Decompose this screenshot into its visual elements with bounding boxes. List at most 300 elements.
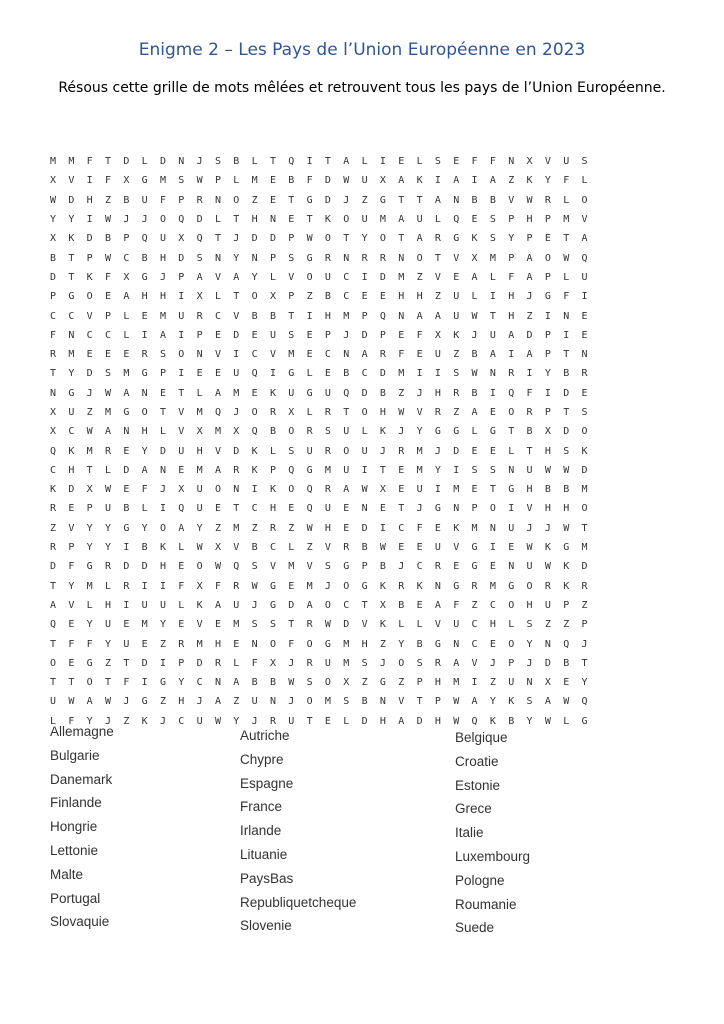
grid-cell[interactable]: W bbox=[104, 696, 112, 708]
grid-cell[interactable]: K bbox=[508, 696, 515, 708]
grid-cell[interactable]: E bbox=[123, 445, 130, 457]
grid-cell[interactable]: G bbox=[68, 291, 75, 303]
grid-cell[interactable]: A bbox=[214, 387, 221, 399]
grid-cell[interactable]: F bbox=[178, 580, 185, 592]
grid-cell[interactable]: Z bbox=[214, 522, 221, 534]
grid-cell[interactable]: K bbox=[379, 619, 386, 631]
grid-cell[interactable]: E bbox=[398, 484, 405, 496]
grid-cell[interactable]: A bbox=[471, 696, 478, 708]
grid-cell[interactable]: Y bbox=[416, 426, 423, 438]
grid-cell[interactable]: Q bbox=[581, 252, 588, 264]
grid-cell[interactable]: N bbox=[214, 194, 221, 206]
grid-cell[interactable]: M bbox=[251, 175, 258, 187]
grid-cell[interactable]: H bbox=[159, 252, 166, 264]
grid-cell[interactable]: L bbox=[288, 542, 295, 554]
grid-cell[interactable]: T bbox=[214, 233, 221, 245]
grid-cell[interactable]: S bbox=[288, 445, 295, 457]
grid-cell[interactable]: H bbox=[526, 599, 533, 611]
grid-cell[interactable]: R bbox=[581, 580, 588, 592]
grid-cell[interactable]: N bbox=[251, 638, 258, 650]
grid-cell[interactable]: O bbox=[508, 407, 515, 418]
grid-cell[interactable]: P bbox=[123, 233, 130, 245]
grid-cell[interactable]: V bbox=[178, 426, 185, 438]
grid-cell[interactable]: X bbox=[526, 156, 533, 168]
grid-cell[interactable]: U bbox=[68, 407, 75, 418]
grid-cell[interactable]: R bbox=[398, 445, 405, 457]
grid-cell[interactable]: O bbox=[581, 426, 588, 438]
grid-cell[interactable]: A bbox=[214, 599, 221, 611]
grid-cell[interactable]: Z bbox=[306, 542, 313, 554]
grid-cell[interactable]: G bbox=[379, 194, 386, 206]
grid-cell[interactable]: M bbox=[86, 580, 93, 592]
grid-cell[interactable]: E bbox=[214, 619, 221, 631]
grid-cell[interactable]: E bbox=[178, 464, 185, 476]
grid-cell[interactable]: L bbox=[434, 214, 441, 226]
grid-cell[interactable]: H bbox=[159, 561, 166, 573]
grid-cell[interactable]: H bbox=[178, 696, 185, 708]
grid-cell[interactable]: D bbox=[343, 619, 350, 631]
grid-cell[interactable]: S bbox=[416, 657, 423, 669]
grid-cell[interactable]: U bbox=[416, 214, 423, 226]
grid-cell[interactable]: V bbox=[233, 310, 240, 322]
grid-cell[interactable]: I bbox=[489, 291, 496, 303]
grid-cell[interactable]: J bbox=[159, 271, 166, 283]
grid-cell[interactable]: E bbox=[563, 677, 570, 689]
grid-cell[interactable]: T bbox=[489, 310, 496, 322]
grid-cell[interactable]: P bbox=[269, 252, 276, 264]
grid-cell[interactable]: J bbox=[489, 657, 496, 669]
grid-cell[interactable]: J bbox=[104, 715, 112, 727]
grid-cell[interactable]: A bbox=[50, 599, 57, 611]
grid-cell[interactable]: B bbox=[361, 542, 368, 554]
grid-cell[interactable]: P bbox=[104, 310, 112, 322]
grid-cell[interactable]: G bbox=[434, 638, 441, 650]
grid-cell[interactable]: K bbox=[324, 214, 331, 226]
grid-cell[interactable]: D bbox=[361, 715, 368, 727]
grid-cell[interactable]: H bbox=[489, 619, 496, 631]
grid-cell[interactable]: R bbox=[306, 619, 313, 631]
grid-cell[interactable]: F bbox=[141, 484, 148, 496]
grid-cell[interactable]: G bbox=[306, 464, 313, 476]
grid-cell[interactable]: M bbox=[453, 484, 460, 496]
grid-cell[interactable]: R bbox=[269, 715, 276, 727]
grid-cell[interactable]: R bbox=[471, 580, 478, 592]
grid-cell[interactable]: W bbox=[471, 368, 478, 380]
grid-cell[interactable]: I bbox=[379, 156, 386, 168]
grid-cell[interactable]: F bbox=[563, 175, 570, 187]
grid-cell[interactable]: O bbox=[86, 677, 93, 689]
grid-cell[interactable]: I bbox=[416, 368, 423, 380]
grid-cell[interactable]: T bbox=[361, 599, 368, 611]
grid-cell[interactable]: Y bbox=[544, 175, 551, 187]
grid-cell[interactable]: M bbox=[581, 542, 588, 554]
grid-cell[interactable]: F bbox=[159, 194, 166, 206]
grid-cell[interactable]: E bbox=[86, 349, 93, 361]
grid-cell[interactable]: U bbox=[526, 464, 533, 476]
grid-cell[interactable]: U bbox=[196, 715, 203, 727]
grid-cell[interactable]: Q bbox=[50, 445, 57, 457]
grid-cell[interactable]: E bbox=[288, 214, 295, 226]
grid-cell[interactable]: J bbox=[526, 657, 533, 669]
grid-cell[interactable]: M bbox=[159, 175, 166, 187]
grid-cell[interactable]: E bbox=[123, 484, 130, 496]
grid-cell[interactable]: I bbox=[361, 271, 368, 283]
grid-cell[interactable]: I bbox=[159, 580, 166, 592]
grid-cell[interactable]: U bbox=[196, 503, 203, 515]
grid-cell[interactable]: O bbox=[251, 291, 258, 303]
grid-cell[interactable]: Y bbox=[581, 677, 588, 689]
grid-cell[interactable]: C bbox=[269, 542, 276, 554]
grid-cell[interactable]: I bbox=[123, 599, 130, 611]
grid-cell[interactable]: O bbox=[324, 677, 331, 689]
grid-cell[interactable]: A bbox=[434, 194, 441, 206]
grid-cell[interactable]: K bbox=[526, 175, 533, 187]
grid-cell[interactable]: B bbox=[233, 156, 240, 168]
grid-cell[interactable]: R bbox=[581, 368, 588, 380]
grid-cell[interactable]: D bbox=[361, 387, 368, 399]
grid-cell[interactable]: B bbox=[123, 503, 130, 515]
grid-cell[interactable]: E bbox=[581, 387, 588, 399]
grid-cell[interactable]: E bbox=[178, 619, 185, 631]
grid-cell[interactable]: C bbox=[361, 368, 368, 380]
grid-cell[interactable]: U bbox=[50, 696, 57, 708]
grid-cell[interactable]: L bbox=[563, 271, 570, 283]
grid-cell[interactable]: X bbox=[178, 233, 185, 245]
grid-cell[interactable]: X bbox=[343, 677, 350, 689]
grid-cell[interactable]: J bbox=[416, 387, 423, 399]
grid-cell[interactable]: M bbox=[398, 368, 405, 380]
grid-cell[interactable]: I bbox=[141, 580, 148, 592]
grid-cell[interactable]: Z bbox=[453, 349, 460, 361]
grid-cell[interactable]: E bbox=[343, 503, 350, 515]
grid-cell[interactable]: E bbox=[471, 214, 478, 226]
grid-cell[interactable]: G bbox=[434, 503, 441, 515]
grid-cell[interactable]: Z bbox=[50, 522, 57, 534]
grid-cell[interactable]: F bbox=[68, 561, 75, 573]
grid-cell[interactable]: A bbox=[453, 175, 460, 187]
grid-cell[interactable]: W bbox=[563, 252, 570, 264]
grid-cell[interactable]: O bbox=[324, 233, 331, 245]
grid-cell[interactable]: P bbox=[544, 271, 551, 283]
grid-cell[interactable]: J bbox=[398, 561, 405, 573]
grid-cell[interactable]: X bbox=[471, 252, 478, 264]
grid-cell[interactable]: O bbox=[343, 214, 350, 226]
grid-cell[interactable]: R bbox=[196, 310, 203, 322]
grid-cell[interactable]: M bbox=[343, 310, 350, 322]
grid-cell[interactable]: E bbox=[306, 329, 313, 341]
grid-cell[interactable]: G bbox=[123, 407, 130, 418]
grid-cell[interactable]: J bbox=[343, 329, 350, 341]
grid-cell[interactable]: U bbox=[343, 464, 350, 476]
grid-cell[interactable]: T bbox=[563, 349, 570, 361]
grid-cell[interactable]: E bbox=[123, 619, 130, 631]
grid-cell[interactable]: E bbox=[453, 561, 460, 573]
grid-cell[interactable]: B bbox=[489, 194, 496, 206]
grid-cell[interactable]: N bbox=[251, 252, 258, 264]
grid-cell[interactable]: M bbox=[196, 464, 203, 476]
grid-cell[interactable]: F bbox=[68, 638, 75, 650]
grid-cell[interactable]: L bbox=[86, 599, 93, 611]
grid-cell[interactable]: Q bbox=[196, 233, 203, 245]
grid-cell[interactable]: R bbox=[104, 445, 112, 457]
grid-cell[interactable]: I bbox=[86, 175, 93, 187]
grid-cell[interactable]: U bbox=[178, 445, 185, 457]
grid-cell[interactable]: W bbox=[453, 696, 460, 708]
grid-cell[interactable]: R bbox=[141, 349, 148, 361]
grid-cell[interactable]: G bbox=[68, 387, 75, 399]
grid-cell[interactable]: V bbox=[544, 156, 551, 168]
grid-cell[interactable]: D bbox=[141, 561, 148, 573]
grid-cell[interactable]: N bbox=[508, 561, 515, 573]
grid-cell[interactable]: D bbox=[251, 233, 258, 245]
grid-cell[interactable]: B bbox=[251, 542, 258, 554]
grid-cell[interactable]: U bbox=[489, 329, 496, 341]
grid-cell[interactable]: K bbox=[196, 599, 203, 611]
grid-cell[interactable]: W bbox=[563, 522, 570, 534]
grid-cell[interactable]: H bbox=[434, 715, 441, 727]
grid-cell[interactable]: T bbox=[398, 233, 405, 245]
grid-cell[interactable]: K bbox=[471, 233, 478, 245]
grid-cell[interactable]: N bbox=[196, 349, 203, 361]
grid-cell[interactable]: Y bbox=[489, 696, 496, 708]
grid-cell[interactable]: D bbox=[233, 329, 240, 341]
grid-cell[interactable]: Z bbox=[159, 638, 166, 650]
grid-cell[interactable]: V bbox=[86, 310, 93, 322]
grid-cell[interactable]: U bbox=[324, 271, 331, 283]
grid-cell[interactable]: Y bbox=[68, 368, 75, 380]
grid-cell[interactable]: F bbox=[508, 271, 515, 283]
grid-cell[interactable]: H bbox=[68, 464, 75, 476]
grid-cell[interactable]: R bbox=[379, 349, 386, 361]
grid-cell[interactable]: H bbox=[196, 445, 203, 457]
grid-cell[interactable]: B bbox=[379, 561, 386, 573]
grid-cell[interactable]: R bbox=[50, 503, 57, 515]
grid-cell[interactable]: Y bbox=[104, 522, 112, 534]
grid-cell[interactable]: N bbox=[343, 252, 350, 264]
grid-cell[interactable]: F bbox=[123, 677, 130, 689]
grid-cell[interactable]: L bbox=[361, 426, 368, 438]
grid-cell[interactable]: L bbox=[269, 271, 276, 283]
grid-cell[interactable]: I bbox=[178, 368, 185, 380]
grid-cell[interactable]: S bbox=[526, 696, 533, 708]
grid-cell[interactable]: C bbox=[50, 310, 57, 322]
grid-cell[interactable]: H bbox=[141, 291, 148, 303]
grid-cell[interactable]: R bbox=[50, 542, 57, 554]
grid-cell[interactable]: R bbox=[324, 407, 331, 418]
grid-cell[interactable]: N bbox=[563, 310, 570, 322]
grid-cell[interactable]: T bbox=[233, 214, 240, 226]
grid-cell[interactable]: L bbox=[178, 542, 185, 554]
grid-cell[interactable]: Y bbox=[233, 715, 240, 727]
grid-cell[interactable]: W bbox=[471, 310, 478, 322]
grid-cell[interactable]: W bbox=[196, 175, 203, 187]
grid-cell[interactable]: I bbox=[178, 329, 185, 341]
grid-cell[interactable]: G bbox=[453, 233, 460, 245]
grid-cell[interactable]: T bbox=[398, 194, 405, 206]
grid-cell[interactable]: S bbox=[343, 696, 350, 708]
grid-cell[interactable]: Y bbox=[86, 715, 93, 727]
grid-cell[interactable]: X bbox=[214, 542, 221, 554]
grid-cell[interactable]: O bbox=[324, 599, 331, 611]
grid-cell[interactable]: U bbox=[288, 715, 295, 727]
grid-cell[interactable]: P bbox=[544, 349, 551, 361]
grid-cell[interactable]: L bbox=[141, 503, 148, 515]
grid-cell[interactable]: Y bbox=[86, 542, 93, 554]
grid-cell[interactable]: O bbox=[214, 484, 221, 496]
grid-cell[interactable]: N bbox=[508, 156, 515, 168]
grid-cell[interactable]: A bbox=[214, 696, 221, 708]
grid-cell[interactable]: K bbox=[453, 329, 460, 341]
grid-cell[interactable]: F bbox=[489, 156, 496, 168]
grid-cell[interactable]: S bbox=[526, 619, 533, 631]
grid-cell[interactable]: J bbox=[544, 522, 551, 534]
grid-cell[interactable]: J bbox=[288, 657, 295, 669]
grid-cell[interactable]: A bbox=[104, 426, 112, 438]
grid-cell[interactable]: B bbox=[141, 542, 148, 554]
grid-cell[interactable]: W bbox=[306, 233, 313, 245]
grid-cell[interactable]: W bbox=[104, 214, 112, 226]
grid-cell[interactable]: E bbox=[544, 233, 551, 245]
grid-cell[interactable]: L bbox=[471, 291, 478, 303]
grid-cell[interactable]: I bbox=[306, 310, 313, 322]
grid-cell[interactable]: S bbox=[489, 464, 496, 476]
grid-cell[interactable]: H bbox=[508, 291, 515, 303]
grid-cell[interactable]: O bbox=[581, 194, 588, 206]
grid-cell[interactable]: C bbox=[251, 503, 258, 515]
grid-cell[interactable]: Z bbox=[526, 310, 533, 322]
grid-cell[interactable]: D bbox=[123, 464, 130, 476]
grid-cell[interactable]: D bbox=[288, 599, 295, 611]
grid-cell[interactable]: I bbox=[141, 329, 148, 341]
grid-cell[interactable]: C bbox=[471, 638, 478, 650]
grid-cell[interactable]: E bbox=[104, 291, 112, 303]
grid-cell[interactable]: H bbox=[269, 503, 276, 515]
grid-cell[interactable]: B bbox=[361, 696, 368, 708]
grid-cell[interactable]: G bbox=[453, 580, 460, 592]
grid-cell[interactable]: Z bbox=[544, 619, 551, 631]
grid-cell[interactable]: E bbox=[251, 329, 258, 341]
grid-cell[interactable]: T bbox=[178, 387, 185, 399]
grid-cell[interactable]: B bbox=[324, 291, 331, 303]
grid-cell[interactable]: K bbox=[563, 580, 570, 592]
grid-cell[interactable]: X bbox=[379, 175, 386, 187]
grid-cell[interactable]: W bbox=[86, 426, 93, 438]
grid-cell[interactable]: T bbox=[159, 407, 166, 418]
grid-cell[interactable]: G bbox=[343, 561, 350, 573]
grid-cell[interactable]: R bbox=[306, 426, 313, 438]
grid-cell[interactable]: V bbox=[324, 542, 331, 554]
grid-cell[interactable]: F bbox=[251, 657, 258, 669]
grid-cell[interactable]: M bbox=[343, 657, 350, 669]
grid-cell[interactable]: V bbox=[434, 271, 441, 283]
grid-cell[interactable]: V bbox=[526, 503, 533, 515]
grid-cell[interactable]: P bbox=[178, 194, 185, 206]
grid-cell[interactable]: R bbox=[269, 522, 276, 534]
grid-cell[interactable]: P bbox=[508, 252, 515, 264]
grid-cell[interactable]: D bbox=[178, 252, 185, 264]
grid-cell[interactable]: L bbox=[416, 619, 423, 631]
grid-cell[interactable]: V bbox=[288, 271, 295, 283]
grid-cell[interactable]: P bbox=[544, 407, 551, 418]
grid-cell[interactable]: N bbox=[214, 677, 221, 689]
grid-cell[interactable]: T bbox=[233, 503, 240, 515]
grid-cell[interactable]: I bbox=[453, 464, 460, 476]
grid-cell[interactable]: P bbox=[178, 271, 185, 283]
grid-cell[interactable]: O bbox=[50, 657, 57, 669]
grid-cell[interactable]: U bbox=[178, 310, 185, 322]
grid-cell[interactable]: T bbox=[398, 503, 405, 515]
grid-cell[interactable]: R bbox=[50, 349, 57, 361]
grid-cell[interactable]: N bbox=[214, 252, 221, 264]
grid-cell[interactable]: R bbox=[434, 561, 441, 573]
grid-cell[interactable]: J bbox=[526, 291, 533, 303]
grid-cell[interactable]: F bbox=[526, 387, 533, 399]
grid-cell[interactable]: M bbox=[416, 464, 423, 476]
grid-cell[interactable]: C bbox=[489, 599, 496, 611]
grid-cell[interactable]: A bbox=[398, 214, 405, 226]
grid-cell[interactable]: O bbox=[398, 657, 405, 669]
grid-cell[interactable]: E bbox=[324, 715, 331, 727]
grid-cell[interactable]: N bbox=[581, 349, 588, 361]
grid-cell[interactable]: X bbox=[50, 407, 57, 418]
grid-cell[interactable]: E bbox=[471, 445, 478, 457]
grid-cell[interactable]: W bbox=[526, 194, 533, 206]
grid-cell[interactable]: D bbox=[123, 156, 130, 168]
grid-cell[interactable]: M bbox=[123, 368, 130, 380]
grid-cell[interactable]: U bbox=[324, 503, 331, 515]
grid-cell[interactable]: B bbox=[471, 194, 478, 206]
grid-cell[interactable]: M bbox=[159, 310, 166, 322]
grid-cell[interactable]: T bbox=[68, 677, 75, 689]
grid-cell[interactable]: C bbox=[68, 426, 75, 438]
grid-cell[interactable]: Q bbox=[453, 214, 460, 226]
grid-cell[interactable]: Z bbox=[581, 599, 588, 611]
grid-cell[interactable]: U bbox=[104, 619, 112, 631]
grid-cell[interactable]: P bbox=[324, 329, 331, 341]
grid-cell[interactable]: E bbox=[68, 657, 75, 669]
grid-cell[interactable]: D bbox=[544, 657, 551, 669]
grid-cell[interactable]: C bbox=[471, 619, 478, 631]
grid-cell[interactable]: J bbox=[251, 599, 258, 611]
grid-cell[interactable]: T bbox=[288, 310, 295, 322]
grid-cell[interactable]: R bbox=[379, 252, 386, 264]
grid-cell[interactable]: H bbox=[324, 310, 331, 322]
grid-cell[interactable]: N bbox=[141, 387, 148, 399]
grid-cell[interactable]: T bbox=[269, 156, 276, 168]
grid-cell[interactable]: S bbox=[324, 561, 331, 573]
grid-cell[interactable]: X bbox=[50, 175, 57, 187]
grid-cell[interactable]: B bbox=[508, 715, 515, 727]
grid-cell[interactable]: T bbox=[379, 464, 386, 476]
grid-cell[interactable]: H bbox=[361, 638, 368, 650]
grid-cell[interactable]: P bbox=[544, 329, 551, 341]
grid-cell[interactable]: K bbox=[269, 387, 276, 399]
grid-cell[interactable]: E bbox=[178, 561, 185, 573]
grid-cell[interactable]: Q bbox=[563, 638, 570, 650]
grid-cell[interactable]: A bbox=[86, 696, 93, 708]
grid-cell[interactable]: S bbox=[581, 407, 588, 418]
grid-cell[interactable]: Z bbox=[361, 194, 368, 206]
grid-cell[interactable]: I bbox=[434, 175, 441, 187]
grid-cell[interactable]: D bbox=[196, 214, 203, 226]
grid-cell[interactable]: C bbox=[86, 329, 93, 341]
grid-cell[interactable]: I bbox=[361, 464, 368, 476]
grid-cell[interactable]: P bbox=[508, 214, 515, 226]
grid-cell[interactable]: H bbox=[141, 426, 148, 438]
grid-cell[interactable]: Z bbox=[104, 657, 112, 669]
grid-cell[interactable]: L bbox=[489, 271, 496, 283]
grid-cell[interactable]: R bbox=[434, 407, 441, 418]
